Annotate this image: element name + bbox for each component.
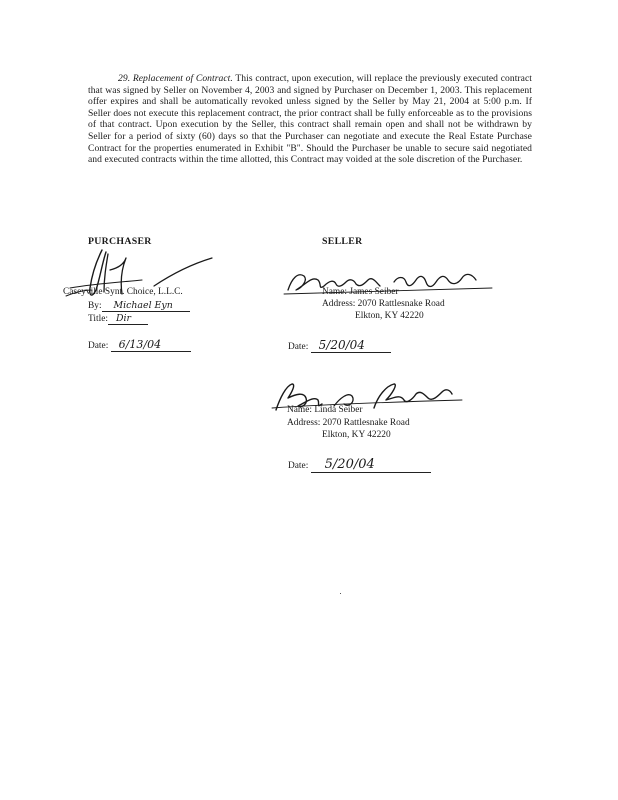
purchaser-date-label: Date: (88, 341, 109, 351)
purchaser-title-handwritten: Dir (115, 313, 131, 324)
purchaser-by-label: By: (88, 301, 102, 311)
seller-date-label: Date: (288, 342, 309, 352)
purchaser-title-label: Title: (88, 314, 108, 324)
purchaser-company: Caseyville Synt. Choice, L.L.C. (63, 287, 183, 297)
seller-name: Name: James Seiber (322, 287, 399, 297)
seller-date-row (288, 338, 391, 353)
purchaser-header: PURCHASER (88, 236, 152, 247)
paragraph-29 (88, 73, 532, 166)
seller2-date-label: Date: (288, 461, 309, 471)
paragraph-heading: 29. Replacement of Contract. (118, 73, 233, 84)
seller2-name: Name: Linda Seiber (287, 405, 363, 415)
purchaser-date-row (88, 338, 191, 352)
seller2-address: Address: 2070 Rattlesnake Road (287, 418, 410, 428)
scan-speck (340, 593, 341, 594)
seller-date-handwritten: 5/20/04 (318, 338, 365, 352)
purchaser-by-handwritten: Michael Eyn (113, 300, 173, 311)
seller2-date-row (288, 457, 431, 473)
seller-address: Address: 2070 Rattlesnake Road (322, 299, 445, 309)
seller-city: Elkton, KY 42220 (355, 311, 424, 321)
seller-header: SELLER (322, 236, 363, 247)
seller2-city: Elkton, KY 42220 (322, 430, 391, 440)
purchaser-by-row (88, 300, 190, 312)
seller2-date-handwritten: 5/20/04 (324, 457, 375, 472)
paragraph-body: This contract, upon execution, will replace the previously executed contract that was signed by Seller on November 4, 2003 and signed by Purchaser on December 1, 2003. This replacement offer expires and shall be automatically revoked unless signed by the Seller by May 21, 2004 at 5:00 p.m. If Seller does not execute this replacement contract, the prior contract shall be fully enforceable as to the provisions of that contract. Upon execution by the Seller, this contract shall remain open and shall not be withdrawn by Seller for a period of sixty (60) days so that the Purchaser can negotiate and execute the Real Estate Purchase Contract for the properties enumerated in Exhibit "B". Should the Purchaser be unable to secure said negotiated and executed contracts within the time allotted, this Contract may voided at the sole discretion of the Purchaser. (88, 73, 533, 166)
purchaser-date-handwritten: 6/13/04 (118, 338, 162, 351)
purchaser-title-row (88, 313, 148, 325)
